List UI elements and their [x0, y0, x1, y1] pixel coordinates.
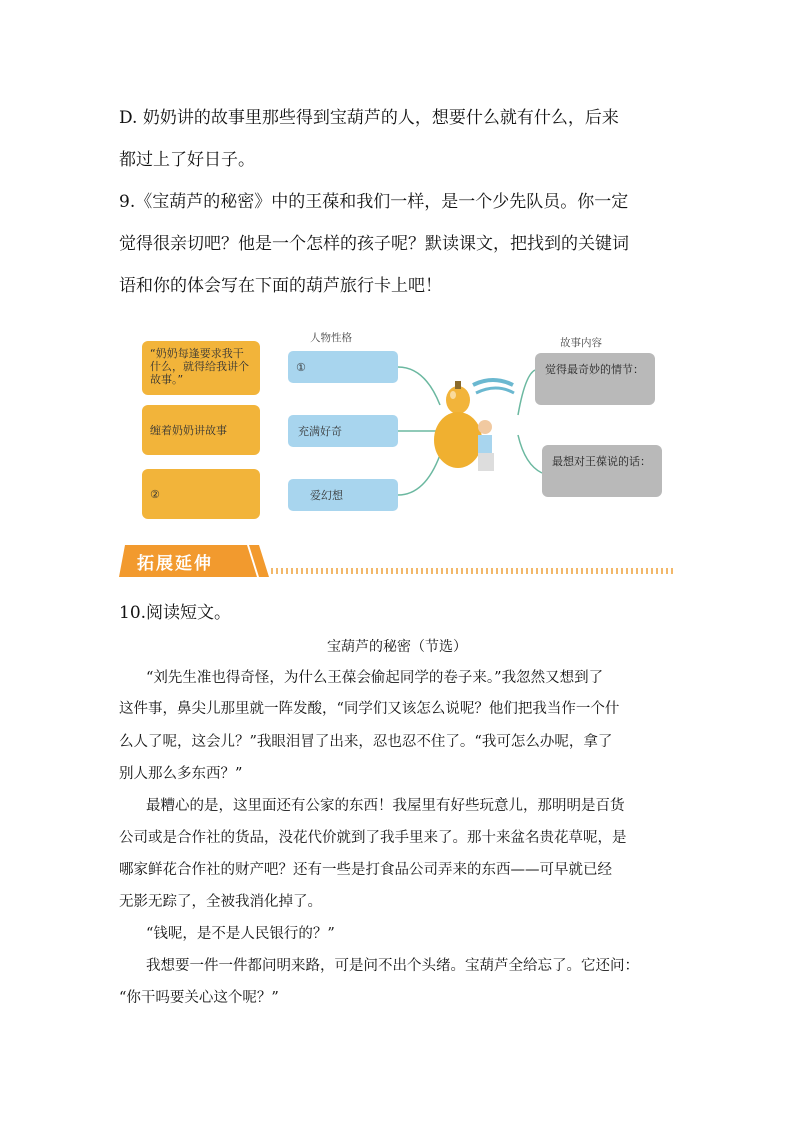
- passage-line: 我想要一件一件都问明来路，可是问不出个头绪。宝葫芦全给忘了。它还问：: [146, 958, 639, 974]
- question-9-line1: 9.《宝葫芦的秘密》中的王葆和我们一样，是一个少先队员。你一定: [119, 192, 629, 212]
- diagram-character-label: 人物性格: [310, 332, 352, 344]
- question-9-line3: 语和你的体会写在下面的葫芦旅行卡上吧！: [119, 276, 442, 296]
- left-box-story: 缠着奶奶讲故事: [142, 405, 260, 455]
- middle-box-curious: 充满好奇: [288, 415, 398, 447]
- left-box-quote: “奶奶每逢要求我干什么，就得给我讲个故事。”: [142, 341, 260, 395]
- gourd-illustration: [418, 375, 518, 485]
- middle-box-fantasy: 爱幻想: [288, 479, 398, 511]
- right-box-message: 最想对王葆说的话：: [542, 445, 662, 497]
- passage-line: 无影无踪了，全被我消化掉了。: [119, 894, 322, 910]
- diagram-story-label: 故事内容: [560, 337, 602, 349]
- passage-line: “钱呢，是不是人民银行的？”: [146, 926, 335, 942]
- question-d-line2: 都过上了好日子。: [119, 150, 255, 170]
- question-9-line2: 觉得很亲切吧？他是一个怎样的孩子呢？默读课文，把找到的关键词: [119, 234, 629, 254]
- left-box-blank-2: ②: [142, 469, 260, 519]
- right-box-wonder: 觉得最奇妙的情节：: [535, 353, 655, 405]
- passage-line: “你干吗要关心这个呢？”: [119, 990, 279, 1006]
- passage-line: 哪家鲜花合作社的财产吧？还有一些是打食品公司弄来的东西——可早就已经: [119, 862, 612, 878]
- question-10-label: 10.阅读短文。: [119, 603, 232, 623]
- passage-line: 最糟心的是，这里面还有公家的东西！我屋里有好些玩意儿，那明明是百货: [146, 798, 625, 814]
- banner-title: 拓展延伸: [137, 554, 213, 574]
- gourd-diagram: [140, 325, 670, 525]
- passage-line: “刘先生准也得奇怪，为什么王葆会偷起同学的卷子来。”我忽然又想到了: [146, 670, 604, 686]
- passage-line: 这件事，鼻尖儿那里就一阵发酸，“同学们又该怎么说呢？他们把我当作一个什: [119, 701, 620, 717]
- section-banner: [119, 543, 679, 579]
- question-d-line1: D. 奶奶讲的故事里那些得到宝葫芦的人，想要什么就有什么，后来: [119, 108, 619, 128]
- middle-box-blank-1: ①: [288, 351, 398, 383]
- passage-title: 宝葫芦的秘密（节选）: [327, 639, 467, 655]
- passage-line: 么人了呢，这会儿？”我眼泪冒了出来，忍也忍不住了。“我可怎么办呢，拿了: [119, 734, 613, 750]
- passage-line: 公司或是合作社的货品，没花代价就到了我手里来了。那十来盆名贵花草呢，是: [119, 830, 627, 846]
- passage-line: 别人那么多东西？”: [119, 766, 243, 782]
